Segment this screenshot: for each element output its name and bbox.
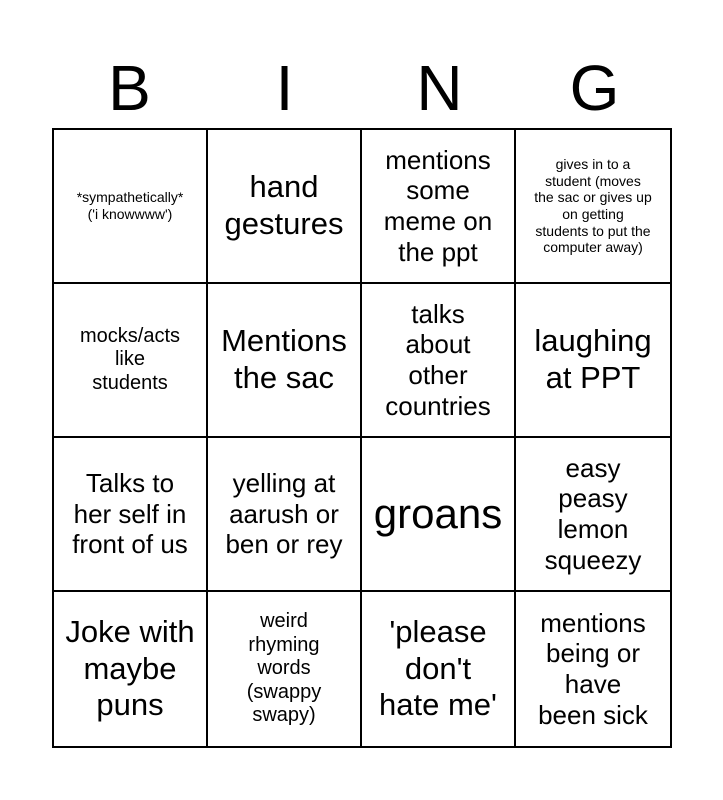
header-letter-n: N: [416, 52, 463, 124]
header-letter-b: B: [108, 52, 151, 124]
bingo-cell-r0-c1[interactable]: hand gestures: [208, 130, 362, 284]
bingo-cell-r1-c3[interactable]: laughing at PPT: [516, 284, 670, 438]
bingo-cell-r2-c2[interactable]: groans: [362, 438, 516, 592]
bingo-cell-r3-c3[interactable]: mentions being or have been sick: [538, 607, 648, 730]
bingo-board: [52, 128, 672, 748]
header-letter-i: I: [275, 52, 294, 124]
bingo-cell-r2-c3[interactable]: easy peasy lemon squeezy: [516, 438, 670, 592]
bingo-cell-r2-c1[interactable]: yelling at aarush or ben or rey: [208, 438, 362, 592]
bingo-cell-r3-c1[interactable]: weird rhyming words (swappy swapy): [208, 592, 362, 746]
header-letter-g: G: [569, 52, 620, 124]
bingo-cell-r3-c2[interactable]: 'please don't hate me': [362, 592, 516, 746]
bingo-cell-r0-c0[interactable]: *sympathetically* ('i knowwww'): [54, 130, 208, 284]
bingo-header: [52, 48, 672, 128]
bingo-cell-r1-c0[interactable]: mocks/acts like students: [54, 284, 208, 438]
bingo-cell-r2-c0[interactable]: Talks to her self in front of us: [54, 438, 208, 592]
bingo-cell-r3-c0[interactable]: Joke with maybe puns: [54, 592, 208, 746]
bingo-cell-r1-c2[interactable]: talks about other countries: [362, 284, 516, 438]
bingo-cell-r0-c2[interactable]: mentions some meme on the ppt: [362, 130, 516, 284]
bingo-cell-r1-c1[interactable]: Mentions the sac: [208, 284, 362, 438]
bingo-cell-r0-c3[interactable]: gives in to a student (moves the sac or gives up on getting students to put the computer away): [516, 130, 670, 284]
